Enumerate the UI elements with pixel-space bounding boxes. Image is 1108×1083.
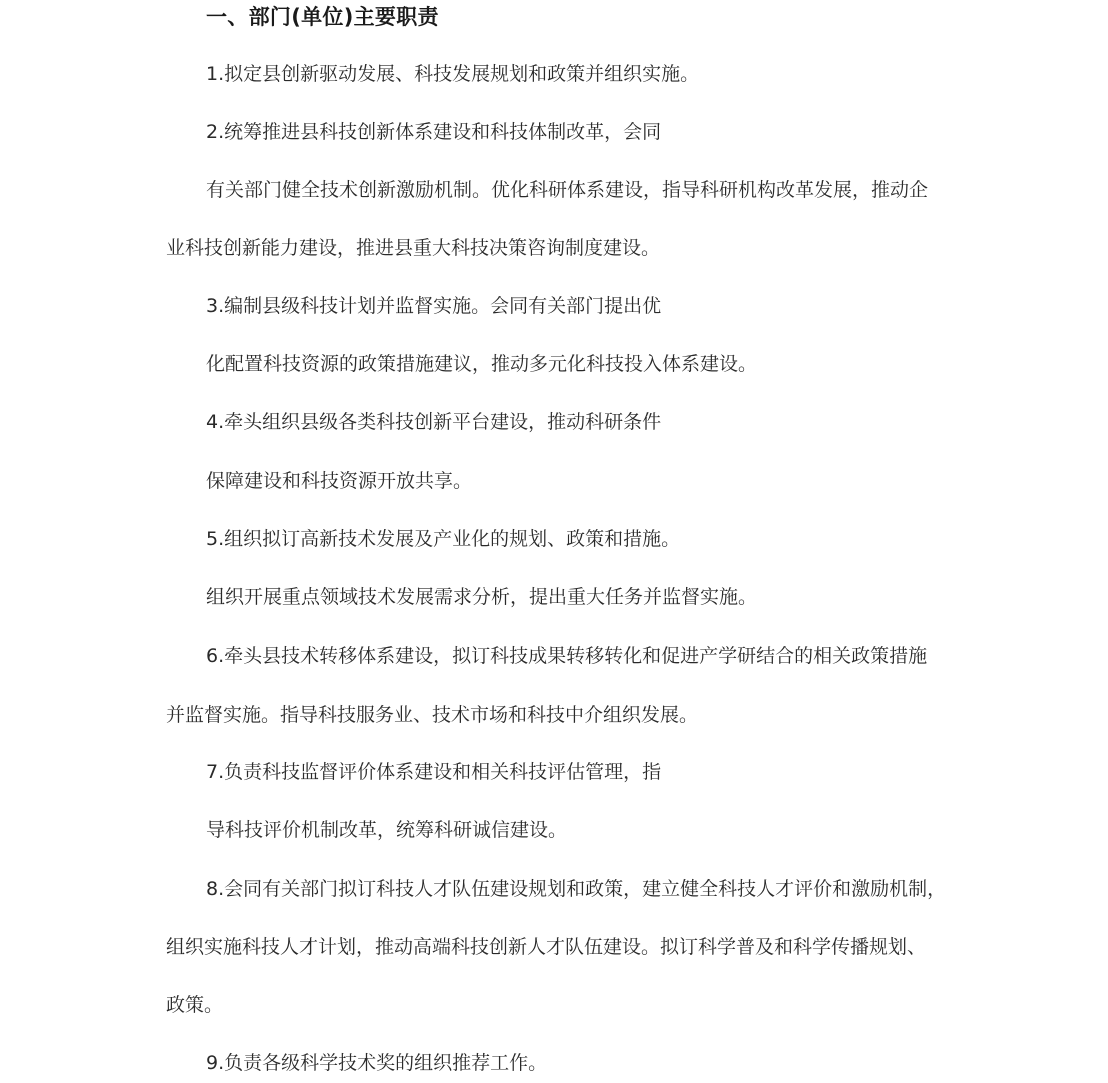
paragraph-line: 2.统筹推进县科技创新体系建设和科技体制改革，会同 [206,121,662,143]
paragraph-line: 6.牵头县技术转移体系建设，拟订科技成果转移转化和促进产学研结合的相关政策措施 [206,645,928,667]
paragraph-line: 9.负责各级科学技术奖的组织推荐工作。 [206,1052,548,1074]
paragraph-line: 政策。 [166,994,224,1016]
paragraph-line: 组织开展重点领域技术发展需求分析，提出重大任务并监督实施。 [206,586,758,608]
paragraph-line: 4.牵头组织县级各类科技创新平台建设，推动科研条件 [206,411,662,433]
paragraph-line: 1.拟定县创新驱动发展、科技发展规划和政策并组织实施。 [206,63,700,85]
paragraph-line: 导科技评价机制改革，统筹科研诚信建设。 [206,819,568,841]
paragraph-line: 化配置科技资源的政策措施建议，推动多元化科技投入体系建设。 [206,353,758,375]
paragraph-line: 有关部门健全技术创新激励机制。优化科研体系建设，指导科研机构改革发展，推动企 [206,179,929,201]
section-heading: 一、部门(单位)主要职责 [206,5,439,29]
paragraph-line: 业科技创新能力建设，推进县重大科技决策咨询制度建设。 [166,237,661,259]
paragraph-line: 7.负责科技监督评价体系建设和相关科技评估管理，指 [206,761,662,783]
paragraph-line: 8.会同有关部门拟订科技人才队伍建设规划和政策，建立健全科技人才评价和激励机制， [206,878,947,900]
paragraph-line: 并监督实施。指导科技服务业、技术市场和科技中介组织发展。 [166,704,699,726]
paragraph-line: 5.组织拟订高新技术发展及产业化的规划、政策和措施。 [206,528,681,550]
paragraph-line: 保障建设和科技资源开放共享。 [206,470,473,492]
paragraph-line: 3.编制县级科技计划并监督实施。会同有关部门提出优 [206,295,662,317]
paragraph-line: 组织实施科技人才计划，推动高端科技创新人才队伍建设。拟订科学普及和科学传播规划、 [166,936,927,958]
